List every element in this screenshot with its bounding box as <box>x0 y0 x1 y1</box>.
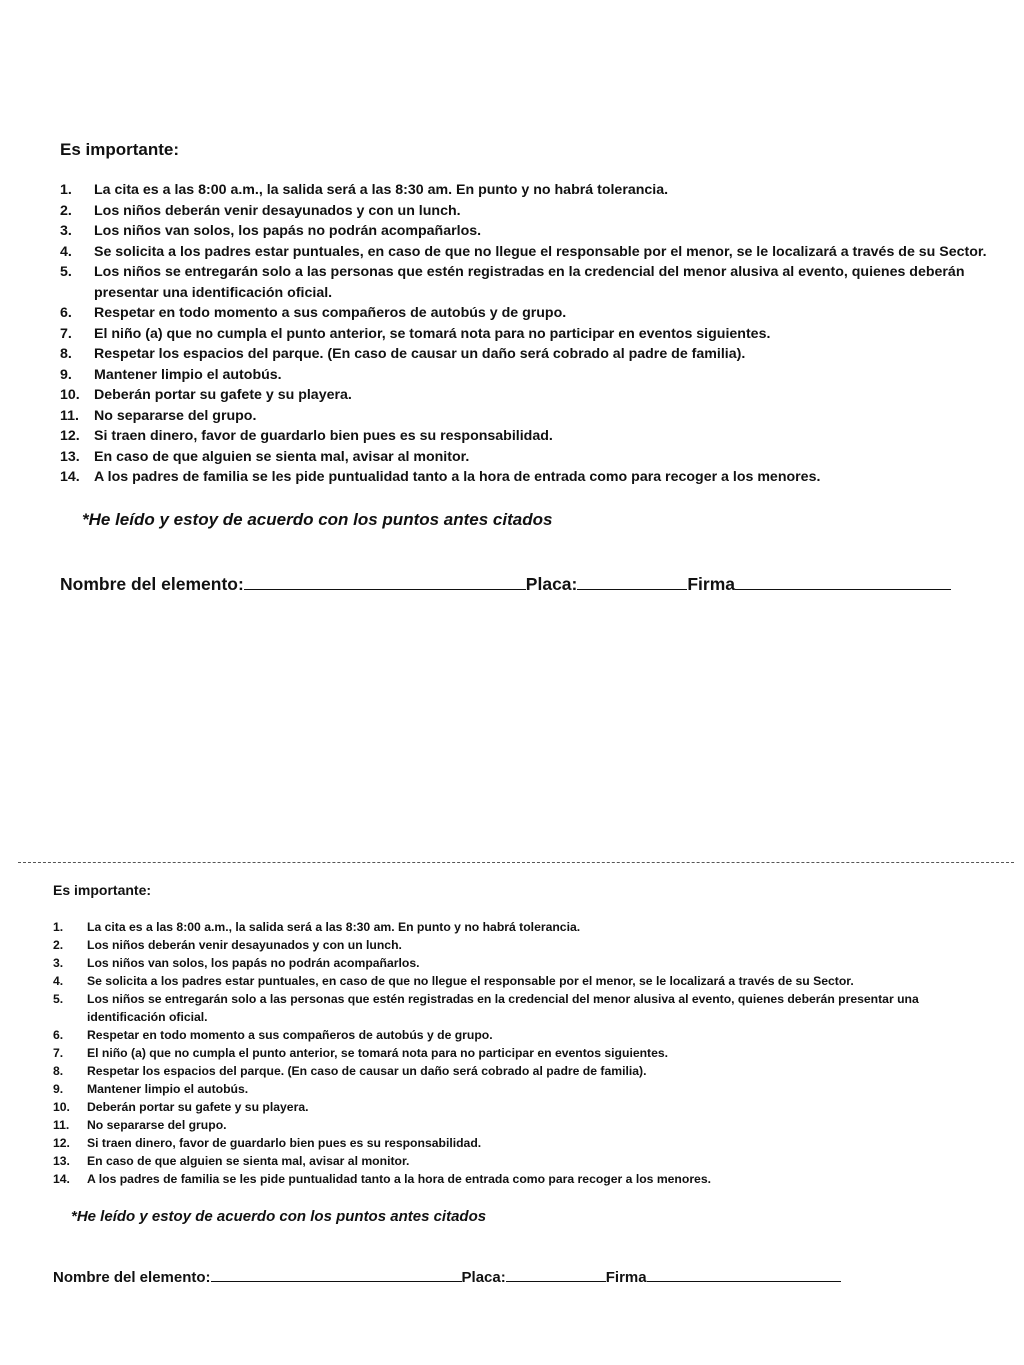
rule-text: Si traen dinero, favor de guardarlo bien pues es su responsabilidad. <box>94 428 553 444</box>
rule-number: 12. <box>53 1136 70 1150</box>
rule-number: 13. <box>60 448 80 465</box>
name-label: Nombre del elemento: <box>53 1269 211 1286</box>
rule-item <box>60 344 990 365</box>
rules-list <box>53 918 983 1188</box>
rule-number: 7. <box>53 1046 64 1060</box>
rule-text: El niño (a) que no cumpla el punto anterior, se tomará nota para no participar en eventos siguientes. <box>94 325 771 342</box>
rule-number: 3. <box>60 223 72 239</box>
rule-item <box>53 1080 983 1098</box>
rule-item <box>60 426 990 447</box>
rule-item <box>53 954 983 972</box>
rule-item <box>60 221 990 242</box>
rule-text: El niño (a) que no cumpla el punto anterior, se tomará nota para no participar en eventos siguientes. <box>87 1046 669 1060</box>
rule-item <box>53 1134 983 1152</box>
rule-number: 3. <box>53 956 64 970</box>
signature-line <box>60 574 990 595</box>
rule-item <box>60 201 990 222</box>
heading: Es importante: <box>60 140 180 159</box>
rule-item <box>53 1170 983 1188</box>
firma-label: Firma <box>605 1269 647 1286</box>
placa-label: Placa: <box>525 573 578 594</box>
rule-number: 9. <box>60 366 72 383</box>
rule-number: 8. <box>60 346 72 362</box>
placa-blank[interactable] <box>577 588 687 590</box>
rule-text: No separarse del grupo. <box>94 407 257 424</box>
rule-text: En caso de que alguien se sienta mal, avisar al monitor. <box>94 448 470 465</box>
rule-text: Se solicita a los padres estar puntuales, en caso de que no llegue el responsable por el menor, se le localizará a través de su Sector. <box>87 974 854 988</box>
rule-number: 9. <box>53 1082 64 1096</box>
rule-number: 7. <box>60 325 72 342</box>
placa-label: Placa: <box>461 1269 506 1286</box>
firma-blank[interactable] <box>735 588 951 590</box>
rule-item <box>60 180 990 201</box>
rules-list <box>60 180 990 488</box>
rule-number: 12. <box>60 428 80 444</box>
rule-item <box>60 242 990 263</box>
rule-number: 6. <box>53 1028 64 1042</box>
rule-item <box>53 990 983 1026</box>
rule-text: Deberán portar su gafete y su playera. <box>87 1100 309 1114</box>
rule-number: 11. <box>60 407 79 424</box>
rule-number: 11. <box>53 1118 70 1132</box>
rule-text: Respetar en todo momento a sus compañeros de autobús y de grupo. <box>94 305 567 321</box>
rule-text: Se solicita a los padres estar puntuales, en caso de que no llegue el responsable por el menor, se le localizará a través de su Sector. <box>94 243 987 260</box>
rule-item <box>53 936 983 954</box>
rule-number: 6. <box>60 305 72 321</box>
rule-number: 1. <box>60 182 72 198</box>
rule-text: Deberán portar su gafete y su playera. <box>94 387 352 403</box>
rule-text: A los padres de familia se les pide puntualidad tanto a la hora de entrada como para recoger a los menores. <box>94 469 821 485</box>
placa-blank[interactable] <box>506 1280 606 1282</box>
heading: Es importante: <box>53 882 152 898</box>
form-bottom <box>53 882 983 1286</box>
rule-item <box>60 447 990 468</box>
name-blank[interactable] <box>211 1280 462 1282</box>
rule-text: Los niños se entregarán solo a las personas que estén registradas en la credencial del menor alusiva al evento, quienes deberán presentar una identificación oficial. <box>94 264 965 301</box>
rule-text: No separarse del grupo. <box>87 1118 227 1132</box>
rule-number: 14. <box>60 469 80 485</box>
rule-text: En caso de que alguien se sienta mal, avisar al monitor. <box>87 1154 410 1168</box>
rule-text: La cita es a las 8:00 a.m., la salida será a las 8:30 am. En punto y no habrá tolerancia. <box>94 182 669 198</box>
rule-text: Si traen dinero, favor de guardarlo bien pues es su responsabilidad. <box>87 1136 482 1150</box>
rule-text: Respetar los espacios del parque. (En caso de causar un daño será cobrado al padre de familia). <box>87 1064 647 1078</box>
rule-number: 5. <box>53 992 64 1006</box>
rule-item <box>60 262 990 303</box>
rule-item <box>60 406 990 427</box>
rule-text: Los niños deberán venir desayunados y con un lunch. <box>94 202 461 219</box>
rule-item <box>53 1026 983 1044</box>
rule-number: 4. <box>53 974 64 988</box>
rule-text: Respetar en todo momento a sus compañeros de autobús y de grupo. <box>87 1028 493 1042</box>
rule-text: Mantener limpio el autobús. <box>87 1082 249 1096</box>
rule-number: 5. <box>60 264 72 280</box>
rule-number: 4. <box>60 243 72 260</box>
rule-item <box>53 918 983 936</box>
rule-text: A los padres de familia se les pide puntualidad tanto a la hora de entrada como para recoger a los menores. <box>87 1172 712 1186</box>
rule-number: 8. <box>53 1064 64 1078</box>
rule-text: Los niños van solos, los papás no podrán acompañarlos. <box>94 223 482 239</box>
rule-number: 1. <box>53 920 64 934</box>
rule-number: 2. <box>60 202 72 219</box>
rule-number: 2. <box>53 938 64 952</box>
rule-number: 10. <box>60 387 80 403</box>
rule-item <box>53 1098 983 1116</box>
rule-item <box>60 385 990 406</box>
name-blank[interactable] <box>244 588 526 590</box>
rule-item <box>53 1044 983 1062</box>
rule-text: La cita es a las 8:00 a.m., la salida será a las 8:30 am. En punto y no habrá tolerancia. <box>87 920 581 934</box>
firma-label: Firma <box>687 573 736 594</box>
rule-text: Los niños se entregarán solo a las personas que estén registradas en la credencial del menor alusiva al evento, quienes deberán presentar una identificación oficial. <box>87 992 919 1024</box>
rule-number: 14. <box>53 1172 70 1186</box>
rule-text: Mantener limpio el autobús. <box>94 366 282 383</box>
signature-line <box>53 1269 983 1286</box>
name-label: Nombre del elemento: <box>60 573 244 594</box>
rule-text: Los niños van solos, los papás no podrán acompañarlos. <box>87 956 420 970</box>
rule-item <box>60 467 990 488</box>
agreement-statement: *He leído y estoy de acuerdo con los puntos antes citados <box>71 1208 487 1225</box>
rule-item <box>53 1062 983 1080</box>
rule-number: 13. <box>53 1154 70 1168</box>
rule-item <box>53 1116 983 1134</box>
rule-text: Respetar los espacios del parque. (En caso de causar un daño será cobrado al padre de familia). <box>94 346 746 362</box>
rule-item <box>53 972 983 990</box>
firma-blank[interactable] <box>647 1280 841 1282</box>
rule-number: 10. <box>53 1100 70 1114</box>
rule-item <box>60 324 990 345</box>
rule-text: Los niños deberán venir desayunados y con un lunch. <box>87 938 402 952</box>
rule-item <box>60 365 990 386</box>
rule-item <box>53 1152 983 1170</box>
cut-line <box>18 862 1014 863</box>
form-top <box>60 140 990 595</box>
agreement-statement: *He leído y estoy de acuerdo con los puntos antes citados <box>82 509 553 529</box>
rule-item <box>60 303 990 324</box>
